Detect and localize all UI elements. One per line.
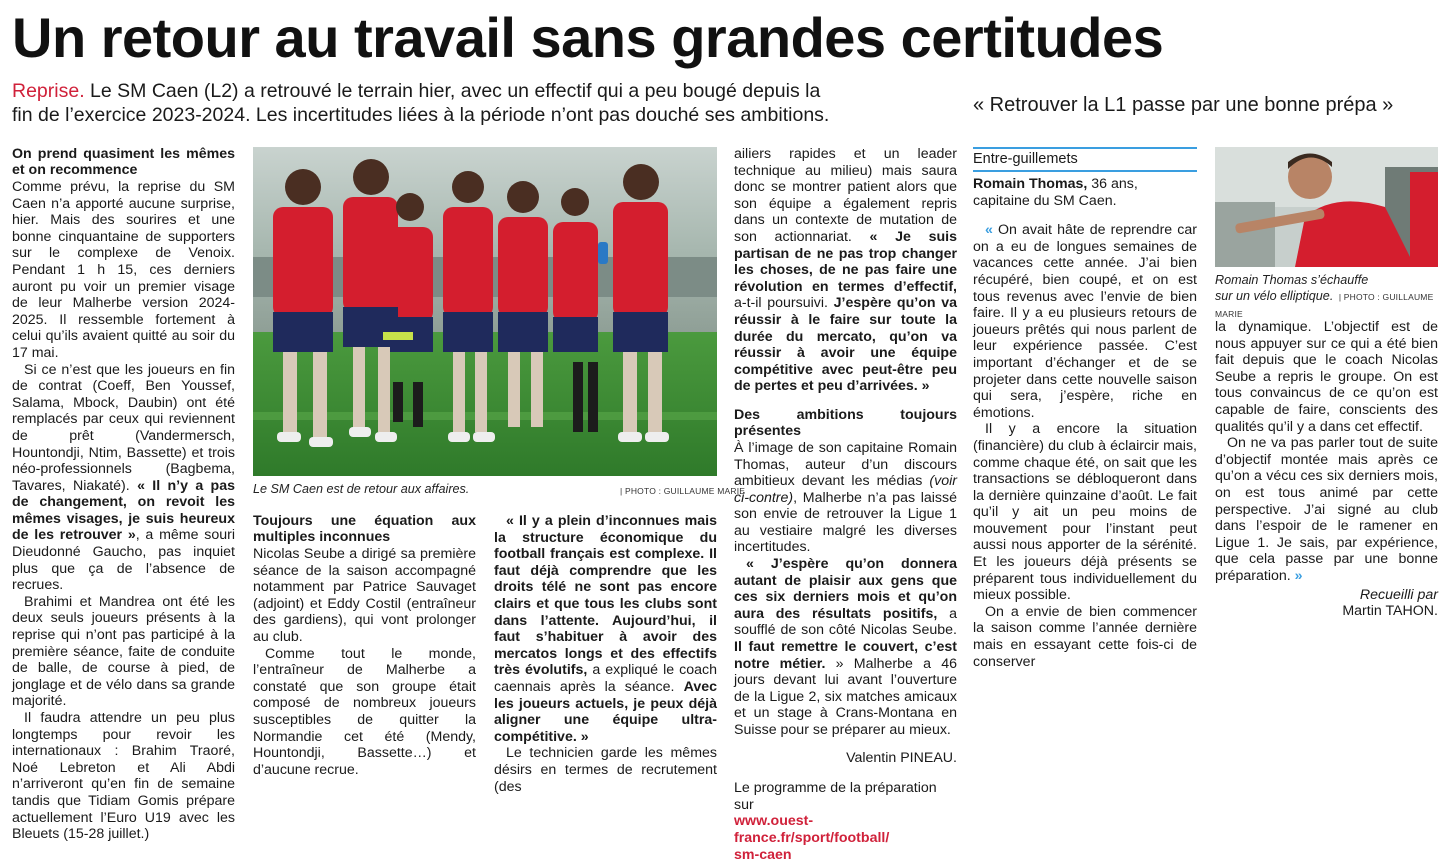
close-quote-icon: » bbox=[1294, 567, 1303, 584]
column-2 bbox=[253, 513, 476, 778]
paragraph: On ne va pas parler tout de suite d’objectif montée mais après ce qu’on a vécu ces six derniers mois, on est tous animé par cette perspective. J’ai signé au club dans l’espoir de le ramener en Ligue 1. Je sais, par expérience, que cela passe par une bonne préparation. » bbox=[1215, 435, 1438, 584]
photo2-credit: | PHOTO : GUILLAUME MARIE bbox=[1215, 292, 1434, 319]
paragraph: « On avait hâte de reprendre car on a eu de longues semaines de vacances cette année. J’ai bien récupéré, bien coupé, et on est tous revenus avec l’envie de bien faire. Il y a eu plusieurs retours de joueurs prêtés qui nous parlent de leur expérience passée. C’est important d’échanger et de se projeter dans cette nouvelle saison qui sera, j’espère, riche en émotions. bbox=[973, 222, 1197, 421]
column-3 bbox=[494, 513, 717, 795]
column-5 bbox=[973, 176, 1197, 670]
photo1-credit: | PHOTO : GUILLAUME MARIE bbox=[620, 486, 746, 496]
photo-illustration bbox=[253, 147, 717, 476]
interviewer-name: Martin TAHON. bbox=[1342, 603, 1438, 620]
romain-thomas-photo bbox=[1215, 147, 1438, 267]
paragraph: ailiers rapides et un leader technique au milieu) mais saura donc se montrer patient alors que son équipe a également repris dans un contexte de mutation de son actionnariat. « Je suis partisan de ne pas trop changer les choses, de ne pas faire une révolution en termes d’effectif, a-t-il poursuivi. J’espère qu’on va réussir à le faire sur toute la durée du mercato, qu’on va réussir à avoir une équipe compétitive avec peut-être peu de pertes et peu d’arrivées. » bbox=[734, 146, 957, 395]
program-link[interactable]: www.ouest-france.fr/sport/football/ sm-caen bbox=[734, 813, 890, 863]
paragraph: Nicolas Seube a dirigé sa première séance de la saison accompagné notamment par Patrice Sauvaget (adjoint) et Eddy Costil (entraîneur des gardiens), qui vont prolonger au club. bbox=[253, 546, 476, 645]
column-6 bbox=[1215, 319, 1438, 620]
photo1-caption: Le SM Caen est de retour aux affaires. bbox=[253, 482, 470, 496]
entre-guillemets-rule-bottom bbox=[973, 170, 1197, 172]
paragraph: Si ce n’est que les joueurs en fin de contrat (Coeff, Ben Youssef, Salama, Mbock, Daubin) ont été remplacés par ceux qui reviennent de prêt (Vandermersch, Hountondji, Ntim, Bassette) et trois néo-professionnels (Bagbema, Tavares, Niakaté). « Il n’y a pas de changement, on revoit les mêmes visages, je suis heureux de les retrouver », a même souri Dieudonné Gaucho, pas inquiet plus que ça de l’absence de recrues. bbox=[12, 361, 235, 594]
paragraph: Il faudra attendre un peu plus longtemps pour revoir les internationaux : Brahim Traoré, Noé Lebreton et Ali Abdi n’arriveront qu’en fin de semaine tandis que Tidiam Gomis prépare actuellement l’Euro U19 avec les Bleuets (15-28 juillet.) bbox=[12, 710, 235, 843]
author-signature: Valentin PINEAU. bbox=[846, 749, 957, 766]
interviewer-credit: Recueilli par bbox=[1359, 586, 1438, 603]
paragraph: Le technicien garde les mêmes désirs en termes de recrutement (des bbox=[494, 745, 717, 795]
entre-guillemets-rule-top bbox=[973, 147, 1197, 149]
paragraph: On a envie de bien commencer la saison comme l’année dernière mais en essayant cette fois-ci de conserver bbox=[973, 603, 1197, 670]
interviewee-intro: Romain Thomas, 36 ans, capitaine du SM Caen. bbox=[973, 176, 1138, 209]
subheading: Toujours une équation aux multiples inconnues bbox=[253, 513, 476, 545]
paragraph: Comme prévu, la reprise du SM Caen n’a apporté aucune surprise, hier. Mais des sourires et une bonne cinquantaine de supporters sur le complexe de Venoix. Pendant 1 h 15, ces derniers auront pu voir un premier visage de leur Malherbe version 2024-2025. Il ressemble fortement à celui qu’ils avaient quitté au soir du 17 mai. bbox=[12, 179, 235, 361]
paragraph: Brahimi et Mandrea ont été les deux seuls joueurs présents à la reprise qui n’ont pas participé à la première séance, faite de conduite de balle, de course à pied, de jonglage et de vélo dans sa grande majorité. bbox=[12, 593, 235, 710]
team-training-photo bbox=[253, 147, 717, 476]
chapo-text: Le SM Caen (L2) a retrouvé le terrain hier, avec un effectif qui a peu bougé depuis la fin de l’exercice 2023-2024. Les incertitudes liées à la période n’ont pas douché ses ambitions. bbox=[12, 80, 830, 126]
subheading: On prend quasiment les mêmes et on recommence bbox=[12, 146, 235, 178]
paragraph: Il y a encore la situation (financière) du club à éclaircir mais, comme chaque été, on sait que les transactions se débloqueront dans la dernière quinzaine d’août. Le fait qu’il y ait un peu moins de mouvement pour l’instant peut aussi nous apporter de la sérénité. Et les joueurs déjà présents se préparent tous individuellement du mieux possible. bbox=[973, 421, 1197, 604]
photo2-illustration bbox=[1215, 147, 1438, 267]
paragraph: « J’espère qu’on donnera autant de plaisir aux gens que ces six derniers mois et qu’on aura des résultats positifs, a soufflé de son côté Nicolas Seube. Il faut remettre le couvert, c’est notre métier. » Malherbe a 46 jours devant lui avant l’ouverture de la Ligue 2, six matches amicaux et un stage à Crans-Montana en Suisse pour se préparer au mieux. bbox=[734, 556, 958, 738]
interview-title: « Retrouver la L1 passe par une bonne prépa » bbox=[973, 94, 1394, 116]
program-text: Le programme de la préparation sur bbox=[734, 780, 937, 813]
paragraph: « Il y a plein d’inconnues mais la structure économique du football français est complexe. Il faut déjà comprendre que les droits télé ne sont pas encore clairs et que tous les clubs sont dans l’attente. Aujourd’hui, il faut s’habituer à avoir des mercatos longs et des effectifs très évolutifs, a expliqué le coach caennais après la séance. Avec les joueurs actuels, je peux déjà aligner une équipe ultra-compétitive. » bbox=[494, 513, 717, 745]
subheading: Des ambitions toujours présentes bbox=[734, 406, 957, 439]
paragraph: Comme tout le monde, l’entraîneur de Malherbe a constaté que son groupe était composé de nombreux joueurs susceptibles de quitter la Normandie cet été (Mendy, Hountondji, Bassette…) et d’aucune recrue. bbox=[253, 645, 476, 778]
paragraph: À l’image de son capitaine Romain Thomas, auteur d’un discours ambitieux devant les médias (voir ci-contre), Malherbe n’a pas laissé son envie de retrouver la Ligue 1 au vestiaire malgré les diverses incertitudes. bbox=[734, 439, 957, 556]
paragraph: la dynamique. L’objectif est de nous appuyer sur ce qui a été bien fait depuis que le coach Nicolas Seube a repris le groupe. On est tous convaincus de ce qu’on est capable de faire, conscients des qualités qu’il y a dans cet effectif. bbox=[1215, 319, 1438, 435]
chapo-kicker: Reprise. bbox=[12, 80, 85, 102]
column-4 bbox=[734, 146, 957, 863]
entre-guillemets-label: Entre-guillemets bbox=[973, 151, 1078, 167]
photo2-caption: Romain Thomas s’échauffe sur un vélo elliptique. | PHOTO : GUILLAUME MARIE bbox=[1215, 273, 1434, 319]
open-quote-icon: « bbox=[985, 222, 993, 239]
chapo bbox=[12, 79, 832, 127]
headline: Un retour au travail sans grandes certitudes bbox=[12, 6, 1164, 69]
column-1 bbox=[12, 146, 235, 843]
